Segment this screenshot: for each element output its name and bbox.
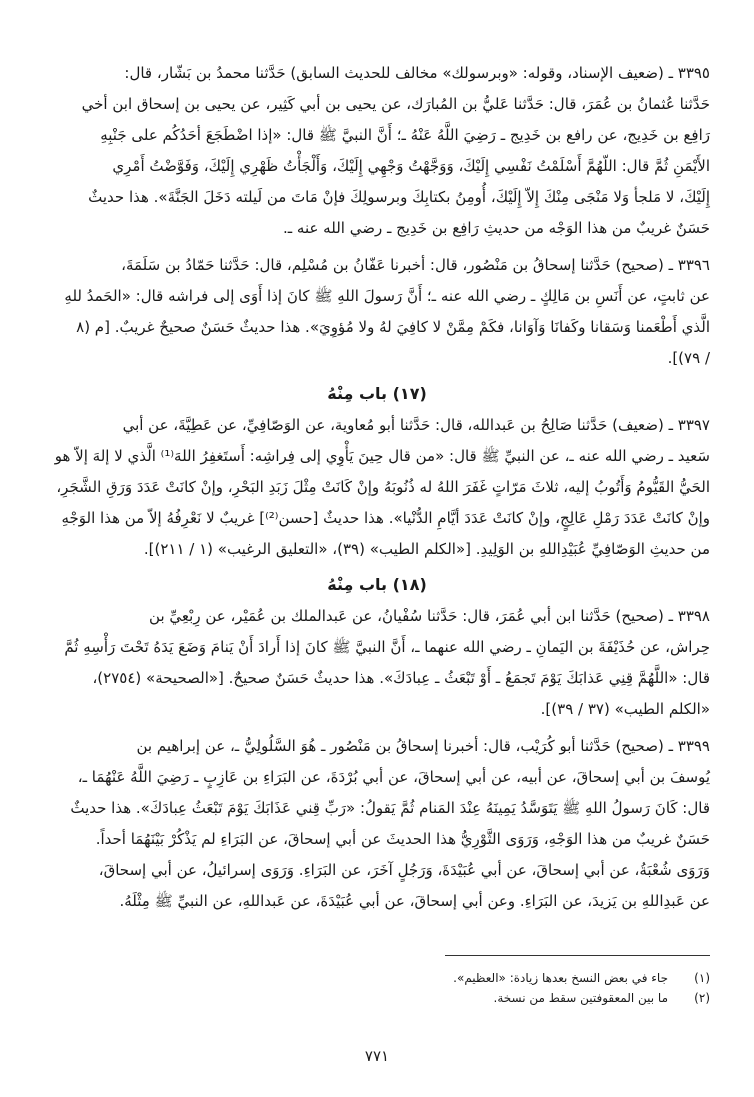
hadith-3398 bbox=[44, 601, 710, 725]
text-line: سَعيد ـ رضي الله عنه ـ، عن النبيِّ ﷺ قال: «من قال حِينَ يَأْوِي إلى فِراشِه: أَستَغفِرُ اللهَ⁽¹⁾ الَّذي لا إلهَ إلاّ هو bbox=[54, 447, 710, 465]
chapter-heading: (١٧) باب مِنْهُ bbox=[327, 384, 427, 403]
text-line: ٣٣٩٥ ـ (ضعيف الإسناد، وقوله: «وبرسولك» مخالف للحديث السابق) حَدَّثنا محمدُ بن بَشّار، قال: bbox=[124, 64, 710, 82]
hadith-3397 bbox=[44, 410, 710, 565]
text-line: «الكلم الطيب» (٣٧ / ٣٩)]. bbox=[540, 700, 710, 718]
hadith-3399 bbox=[44, 731, 710, 917]
footnote bbox=[44, 988, 710, 1008]
page-number: ٧٧١ bbox=[364, 1047, 390, 1065]
footnote bbox=[44, 968, 710, 988]
text-line: الحَيُّ القَيُّومُ وَأَتُوبُ إليه، ثلاثَ مَرّاتٍ غَفَرَ اللهُ له ذُنُوبَهُ وإنْ كَانَتْ مِثْلَ زَبَدِ البَحْرِ، وإنْ كانَتْ عَدَدَ وَرَقِ الشَّجَرِ، bbox=[56, 478, 710, 496]
text-line: وإنْ كانَتْ عَدَدَ رَمْلِ عَالِجٍ، وإنْ كانَتْ عَدَدَ أيَّامِ الدُّنْيا». هذا حديثٌ [حسن⁽²⁾] غريبٌ لا نَعْرِفُهُ إلاّ من هذا الوَجْهِ bbox=[61, 509, 710, 527]
footnote-number: (٢) bbox=[694, 991, 710, 1005]
text-line: حَسَنٌ غريبٌ من هذا الوَجْه من حديثِ رَافِع بن خَدِيج ـ رضي الله عنه ـ. bbox=[282, 219, 710, 237]
footnote-text: ما بين المعقوفتين سقط من نسخة. bbox=[493, 991, 668, 1005]
text-line: من حديثِ الوَصّافِيِّ عُبَيْدِاللهِ بن الوَلِيدِ. [«الكلم الطيب» (٣٩)، «التعليق الرغيب» (١ / ٢١١)]. bbox=[143, 540, 710, 558]
text-line: حَسَنٌ غريبٌ من هذا الوَجْهِ، وَرَوَى الثَّوْرِيُّ هذا الحديثَ عن أبي إسحاقَ، عن البَرَاءِ لم يَذْكُرْ بَيْنَهُمَا أحداً. bbox=[95, 830, 710, 848]
chapter-heading: (١٨) باب مِنْهُ bbox=[327, 575, 427, 594]
footnote-text: جاء في بعض النسخ بعدها زيادة: «العظيم». bbox=[453, 971, 668, 985]
text-line: / ٧٩)]. bbox=[667, 349, 710, 367]
text-line: وَرَوَى شُعْبَةُ، عن أبي إسحاقَ، عن أبي عُبَيْدَةَ، وَرَجُلٍ آخَرَ، عن البَرَاءِ. وَرَوَى إسرائيلُ، عن أبي إسحاقَ، bbox=[98, 861, 710, 879]
text-line: عن عَبدِاللهِ بن يَزيدَ، عن البَرَاءِ. وعن أبي إسحاقَ، عن أبي عُبَيْدَةَ، عن عَبداللهِ، عن النبيِّ ﷺ مِثْلَهُ. bbox=[119, 892, 710, 910]
text-line: ٣٣٩٦ ـ (صحيح) حَدَّثنا إسحاقُ بن مَنْصُور، قال: أخبرنا عَفّانُ بن مُسْلِم، قال: حَدَّثنا حَمّادُ بن سَلَمَةَ، bbox=[121, 256, 710, 274]
text-line: حِراش، عن حُذَيْفَةَ بن اليَمانِ ـ رضي الله عنهما ـ، أَنَّ النبيَّ ﷺ كانَ إذا أَرادَ أَنْ يَنامَ وَضَعَ يَدَهُ تَحْتَ رَأْسِهِ ثُمَّ bbox=[64, 638, 710, 656]
footnote-number: (١) bbox=[694, 971, 710, 985]
text-line: إِلَيْكَ، لا مَلجأ وَلا مَنْجَى مِنْكَ إِلاّ إِلَيْكَ، أُومِنُ بكتابِكَ وبرسولِكَ فإنْ مَاتَ من لَيلته دَخَلَ الجَنَّةَ». هذا حديثٌ bbox=[88, 188, 710, 206]
text-line: ٣٣٩٧ ـ (ضعيف) حَدَّثنا صَالِحُ بن عَبدالله، قال: حَدَّثنا أبو مُعاوية، عن الوَصّافِيِّ، عن عَطِيَّةَ، عن أبي bbox=[122, 416, 710, 434]
text-line: رَافِع بن خَدِيج، عن رافع بن خَدِيج ـ رَضِيَ اللَّهُ عَنْهُ ـ؛ أَنَّ النبيَّ ﷺ قال: «إذا اضْطَجَعَ أحَدُكُم على جَنْبِهِ bbox=[100, 126, 710, 144]
text-line: حَدَّثنا عُثمانُ بن عُمَرَ، قال: حَدَّثنا عَليُّ بن المُبارَك، عن يحيى بن أبي كَثِير، عن يحيى بن إسحاق ابن أخي bbox=[81, 95, 710, 113]
text-line: ٣٣٩٨ ـ (صحيح) حَدَّثنا ابن أبي عُمَرَ، قال: حَدَّثنا سُفْيانُ، عن عَبدالملك بن عُمَيْر، عن رِبْعِيِّ بن bbox=[149, 607, 710, 625]
hadith-3395 bbox=[44, 58, 710, 244]
text-line: يُوسفَ بن أبي إسحاقَ، عن أبيه، عن أبي إسحاقَ، عن أبي بُرْدَةَ، عن البَرَاءِ بن عَازِبٍ ـ رَضِيَ اللَّهُ عَنْهُمَا ـ، bbox=[77, 768, 710, 786]
footnote-divider bbox=[445, 955, 710, 956]
text-line: قال: كَانَ رَسولُ اللهِ ﷺ يَتَوَسَّدُ يَمِينَهُ عِنْدَ المَنام ثُمَّ يَقولُ: «رَبِّ قِني عَذَابَكَ يَوْمَ تَبْعَثُ عِبادَكَ». هذا حديثٌ bbox=[70, 799, 710, 817]
text-line: قال: «اللَّهُمَّ قِنِي عَذابَكَ يَوْمَ تَجمَعُ ـ أَوْ تَبْعَثُ ـ عِبادَكَ». هذا حديثٌ حَسَنٌ صحيحٌ. [«الصحيحة» (٢٧٥٤)، bbox=[92, 669, 710, 687]
footnotes bbox=[44, 968, 710, 1008]
text-line: الَّذي أَطْعَمنا وَسَقانا وكَفانَا وَآوَانا، فكَمْ مِمَّنْ لا كافِيَ لهُ ولا مُؤوِيَ». هذا حديثٌ حَسَنٌ صحيحٌ غريبٌ. [م (٨ bbox=[76, 318, 710, 336]
text-line: ٣٣٩٩ ـ (صحيح) حَدَّثنا أبو كُرَيْب، قال: أخبرنا إسحاقُ بن مَنْصُور ـ هُوَ السَّلُولِيُّ ـ، عن إبراهيم بن bbox=[136, 737, 710, 755]
hadith-3396 bbox=[44, 250, 710, 374]
text-line: الأَيْمَنِ ثُمَّ قال: اللّهُمَّ أَسْلَمْتُ نَفْسِي إِلَيْكَ، وَوَجَّهْتُ وَجْهِي إِلَيْكَ، وَأَلْجَأْتُ ظَهْرِي إِلَيْكَ، وَفَوَّضْتُ أَمْرِي bbox=[112, 157, 710, 175]
text-line: عن ثابتٍ، عن أَنَسِ بن مَالِكٍ ـ رضي الله عنه ـ؛ أَنَّ رَسولَ اللهِ ﷺ كانَ إذا أَوَى إلى فراشه قال: «الحَمدُ للهِ bbox=[64, 287, 710, 305]
